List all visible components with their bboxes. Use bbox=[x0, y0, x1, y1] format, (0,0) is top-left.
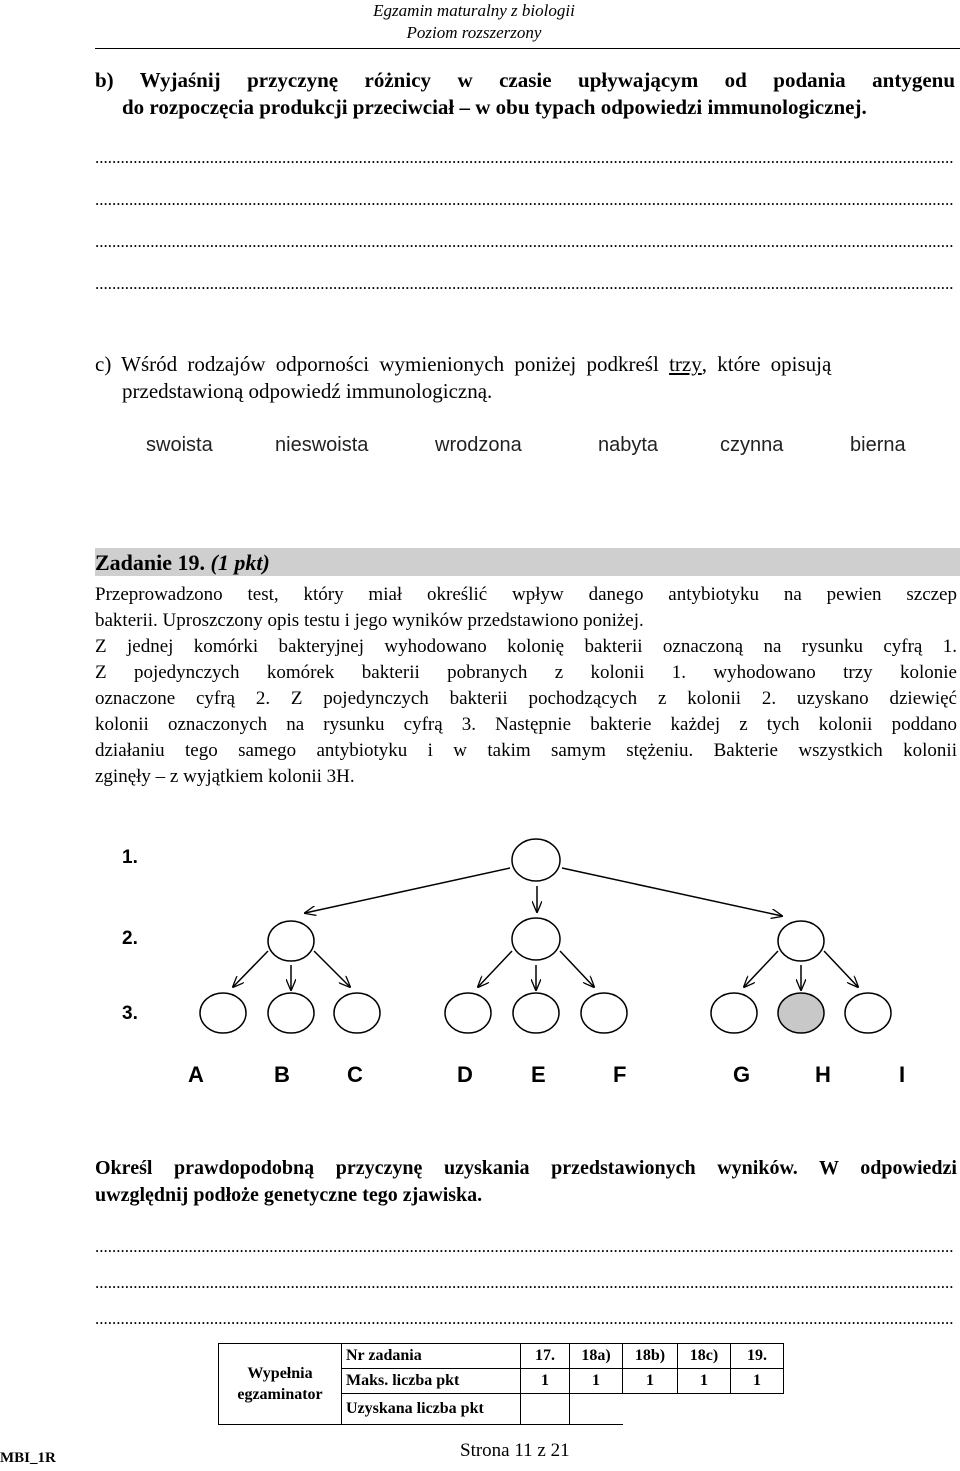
question-b-line1: b) Wyjaśnij przyczynę różnicy w czasie upływającym od podania antygenu bbox=[95, 68, 955, 92]
question-c-suffix: , które opisują bbox=[701, 352, 832, 376]
colony-3I bbox=[845, 993, 891, 1033]
option-bierna[interactable]: bierna bbox=[850, 434, 906, 456]
column-label-B: B bbox=[274, 1062, 290, 1087]
task-paragraph-line: zginęły – z wyjątkiem kolonii 3H. bbox=[95, 766, 355, 787]
answer-line[interactable]: .......................................................................................................................................................................................................... bbox=[95, 232, 954, 251]
task-question bbox=[95, 1155, 957, 1209]
column-label-H: H bbox=[815, 1062, 831, 1087]
task-question-line: uwzględnij podłoże genetyczne tego zjawiska. bbox=[95, 1184, 483, 1206]
column-label-D: D bbox=[457, 1062, 473, 1087]
obtained-points-cell-empty bbox=[678, 1394, 731, 1425]
option-wrodzona[interactable]: wrodzona bbox=[435, 434, 522, 456]
arrow bbox=[562, 868, 782, 916]
obtained-points-cell-empty bbox=[731, 1394, 784, 1425]
exam-code: MBI_1R bbox=[0, 1450, 56, 1466]
column-label-E: E bbox=[531, 1062, 546, 1087]
task-description bbox=[95, 582, 957, 790]
examiner-label bbox=[219, 1344, 342, 1425]
max-points-cell: 1 bbox=[678, 1369, 731, 1394]
answer-line[interactable]: .......................................................................................................................................................................................................... bbox=[95, 1309, 954, 1328]
task-number-cell: 19. bbox=[731, 1344, 784, 1369]
column-label-A: A bbox=[188, 1062, 204, 1087]
score-table bbox=[218, 1343, 784, 1425]
max-points-cell: 1 bbox=[623, 1369, 678, 1394]
task-number-cell: 17. bbox=[521, 1344, 570, 1369]
colony-2-middle bbox=[512, 918, 560, 960]
arrow bbox=[314, 951, 350, 987]
colony-3H-highlighted bbox=[778, 993, 824, 1033]
row-label-task-number: Nr zadania bbox=[342, 1344, 521, 1369]
obtained-points-cell-empty bbox=[623, 1394, 678, 1425]
page-number: Strona 11 z 21 bbox=[460, 1440, 570, 1461]
task-title bbox=[95, 549, 270, 577]
arrow bbox=[560, 951, 594, 987]
task-paragraph-line: Z jednej komórki bakteryjnej wyhodowano kolonię bakterii oznaczoną na rysunku cyfrą 1. bbox=[95, 636, 957, 657]
header bbox=[344, 0, 604, 44]
arrow bbox=[744, 951, 778, 987]
row-label-obtained-points: Uzyskana liczba pkt bbox=[342, 1394, 521, 1425]
arrow bbox=[305, 868, 510, 913]
question-b-line2: do rozpoczęcia produkcji przeciwciał – w obu typach odpowiedzi immunologicznej. bbox=[122, 95, 867, 119]
colony-3B bbox=[268, 993, 314, 1033]
colony-3E bbox=[513, 993, 559, 1033]
task-paragraph-line: Z pojedynczych komórek bakterii pobranych z kolonii 1. wyhodowano trzy kolonie bbox=[95, 662, 957, 683]
task-paragraph-line: Przeprowadzono test, który miał określić wpływ danego antybiotyku na pewien szczep bbox=[95, 584, 957, 605]
answer-line[interactable]: .......................................................................................................................................................................................................... bbox=[95, 1273, 954, 1292]
task-paragraph-line: bakterii. Uproszczony opis testu i jego wyników przedstawiono poniżej. bbox=[95, 610, 644, 631]
max-points-cell: 1 bbox=[731, 1369, 784, 1394]
option-nieswoista[interactable]: nieswoista bbox=[275, 434, 369, 456]
level-label-3: 3. bbox=[122, 1003, 138, 1024]
column-label-I: I bbox=[899, 1062, 906, 1087]
colony-2-right bbox=[778, 921, 824, 961]
max-points-cell: 1 bbox=[521, 1369, 570, 1394]
answer-line[interactable]: .......................................................................................................................................................................................................... bbox=[95, 190, 954, 209]
option-czynna[interactable]: czynna bbox=[720, 434, 784, 456]
colony-2-left bbox=[268, 921, 314, 961]
exam-title: Egzamin maturalny z biologii bbox=[373, 1, 575, 20]
answer-line[interactable]: .......................................................................................................................................................................................................... bbox=[95, 1237, 954, 1256]
task-paragraph-line: kolonii oznaczonych na rysunku cyfrą 3. Następnie bakterie każdej z tych kolonii poddano bbox=[95, 714, 957, 735]
task-number: Zadanie 19. bbox=[95, 550, 206, 575]
question-c-line2: przedstawioną odpowiedź immunologiczną. bbox=[122, 379, 493, 403]
column-label-F: F bbox=[613, 1062, 627, 1087]
examiner-label-line: egzaminator bbox=[237, 1386, 323, 1403]
task-number-cell: 18c) bbox=[678, 1344, 731, 1369]
option-nabyta[interactable]: nabyta bbox=[598, 434, 659, 456]
task-number-cell: 18b) bbox=[623, 1344, 678, 1369]
task-number-cell: 18a) bbox=[570, 1344, 623, 1369]
answer-line[interactable]: .......................................................................................................................................................................................................... bbox=[95, 274, 954, 293]
arrow bbox=[824, 951, 858, 987]
level-label-1: 1. bbox=[122, 847, 138, 868]
colony-3C bbox=[334, 993, 380, 1033]
row-label-max-points: Maks. liczba pkt bbox=[342, 1369, 521, 1394]
arrow bbox=[478, 951, 512, 987]
colony-3A bbox=[200, 993, 246, 1033]
max-points-cell: 1 bbox=[570, 1369, 623, 1394]
task-question-line: Określ prawdopodobną przyczynę uzyskania przedstawionych wyników. W odpowiedzi bbox=[95, 1157, 957, 1179]
column-label-G: G bbox=[733, 1062, 751, 1087]
colony-1 bbox=[512, 839, 560, 881]
task-paragraph-line: oznaczone cyfrą 2. Z pojedynczych bakterii pochodzących z kolonii 2. uzyskano dziewięć bbox=[95, 688, 957, 709]
obtained-points-cell[interactable] bbox=[570, 1394, 623, 1425]
exam-level: Poziom rozszerzony bbox=[406, 23, 542, 42]
answer-line[interactable]: .......................................................................................................................................................................................................... bbox=[95, 148, 954, 167]
colony-tree-diagram bbox=[0, 820, 960, 1040]
examiner-label-line: Wypełnia bbox=[247, 1365, 313, 1382]
colony-3F bbox=[581, 993, 627, 1033]
question-c-underlined: trzy bbox=[669, 352, 702, 376]
option-swoista[interactable]: swoista bbox=[146, 434, 213, 456]
colony-3D bbox=[445, 993, 491, 1033]
task-paragraph-line: działaniu tego samego antybiotyku i w takim samym stężeniu. Bakterie wszystkich kolonii bbox=[95, 740, 957, 761]
arrow bbox=[233, 951, 268, 987]
task-points: (1 pkt) bbox=[210, 550, 270, 575]
header-divider bbox=[95, 48, 960, 49]
question-c-line1 bbox=[95, 350, 957, 378]
level-label-2: 2. bbox=[122, 928, 138, 949]
obtained-points-cell[interactable] bbox=[521, 1394, 570, 1425]
question-c-prefix: c) Wśród rodzajów odporności wymienionych poniżej podkreśl bbox=[95, 352, 670, 376]
colony-3G bbox=[711, 993, 757, 1033]
column-label-C: C bbox=[347, 1062, 363, 1087]
